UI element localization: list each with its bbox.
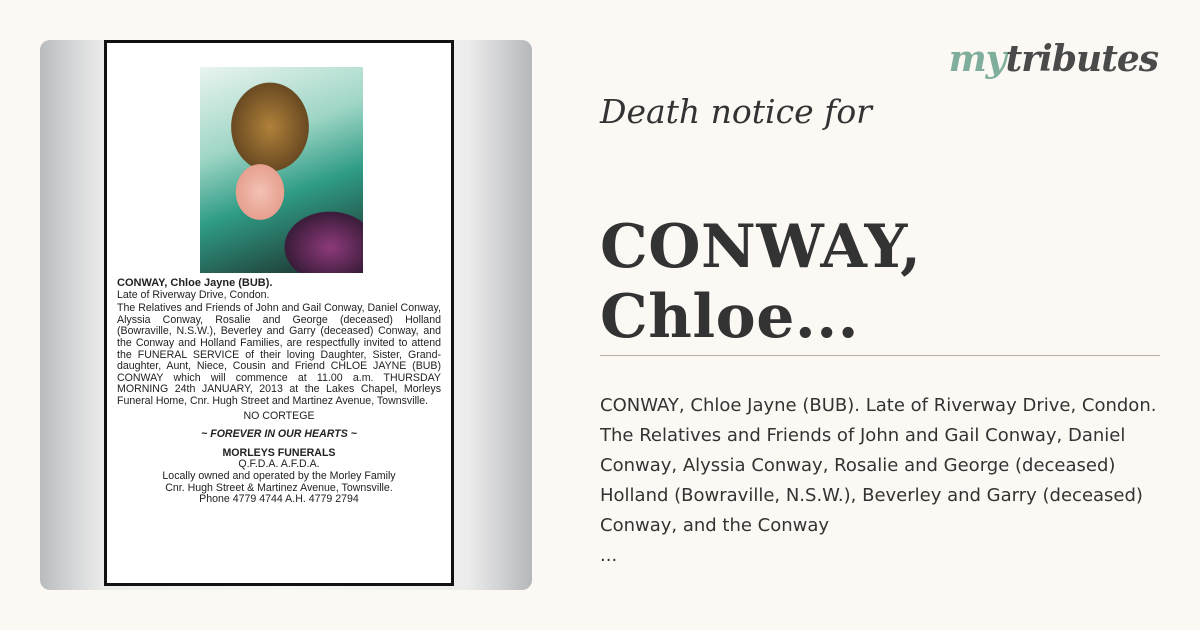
notice-name: CONWAY, Chloe Jayne (BUB). xyxy=(117,277,273,289)
notice-funeral-name: MORLEYS FUNERALS xyxy=(222,446,336,459)
death-notice-image xyxy=(40,40,532,590)
notice-excerpt xyxy=(600,391,1185,571)
notice-no-cortege: NO CORTEGE xyxy=(243,409,315,422)
notice-owned: Locally owned and operated by the Morley Family xyxy=(162,469,396,482)
excerpt-text: CONWAY, Chloe Jayne (BUB). Late of Riverway Drive, Condon. The Relatives and Friends of John and Gail Conway, Daniel Conway, Alyssia Conway, Rosalie and George (deceased) Holland (Bowraville, N.S.W.), Beverley and Garry (deceased) Conway, and the Conway xyxy=(600,395,1157,536)
excerpt-ellipsis: ... xyxy=(600,545,618,566)
newspaper-notice xyxy=(104,40,454,586)
notice-text xyxy=(117,278,441,506)
notice-phone: Phone 4779 4744 A.H. 4779 2794 xyxy=(199,493,359,506)
notice-residence: Late of Riverway Drive, Condon. xyxy=(117,288,270,301)
notice-forever: ~ FOREVER IN OUR HEARTS ~ xyxy=(201,428,357,441)
portrait-photo xyxy=(200,67,363,273)
notice-address: Cnr. Hugh Street & Martinez Avenue, Townsville. xyxy=(165,481,393,494)
page-heading: Death notice for xyxy=(600,92,872,131)
person-name: CONWAY, Chloe... xyxy=(600,212,922,352)
notice-body: The Relatives and Friends of John and Gail Conway, Daniel Conway, Alyssia Conway, Rosalie and George (deceased) Holland (Bowraville, N.S.W.), Beverley and Garry (deceased) Conway, and the Conway and Holland Families, are respectfully invited to attend the FUNERAL SERVICE of their loving Daughter, Sister, Grand-daughter, Aunt, Niece, Cousin and Friend CHLOE JAYNE (BUB) CONWAY which will commence at 11.00 a.m. THURSDAY MORNING 24th JANUARY, 2013 at the Lakes Chapel, Morleys Funeral Home, Cnr. Hugh Street and Martinez Avenue, Townsville. xyxy=(117,302,441,407)
logo-tributes: tributes xyxy=(1005,38,1158,80)
notice-qfda: Q.F.D.A. A.F.D.A. xyxy=(238,458,320,471)
divider xyxy=(600,355,1160,356)
mytributes-logo[interactable] xyxy=(949,38,1158,80)
logo-my: my xyxy=(948,38,1006,80)
